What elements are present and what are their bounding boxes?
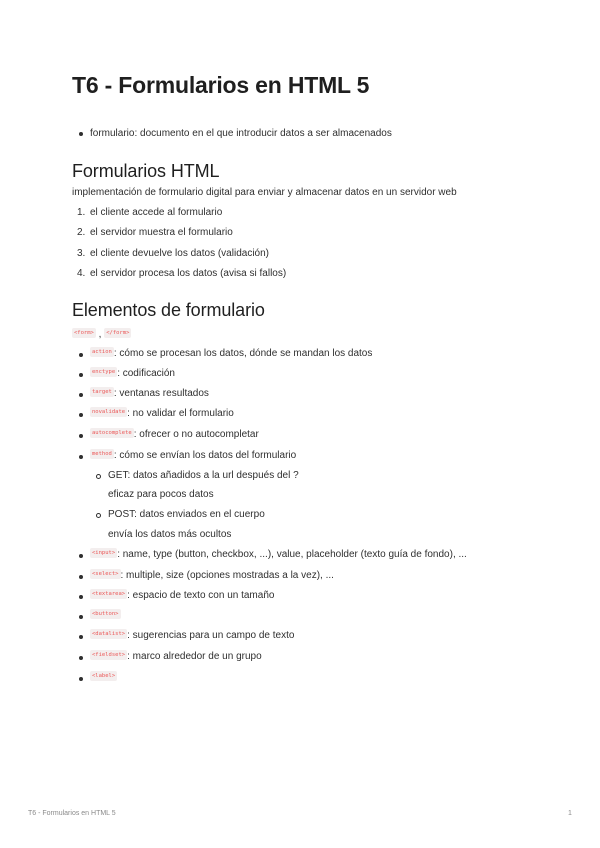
bullet-dot — [79, 575, 83, 579]
code-tag: <button> — [92, 611, 119, 618]
sub-bullet-circle — [96, 513, 101, 518]
step-text: el cliente accede al formulario — [90, 207, 223, 218]
step-number: 1. — [77, 207, 86, 218]
step-number: 4. — [77, 268, 86, 279]
code-tag: <textarea> — [92, 591, 126, 598]
code-tag: <fieldset> — [92, 652, 126, 659]
bullet-dot — [79, 413, 83, 417]
attr-description: : no validar el formulario — [127, 408, 234, 419]
section-heading-elementos: Elementos de formulario — [72, 300, 265, 320]
method-get-note: eficaz para pocos datos — [108, 489, 214, 500]
attr-item-target — [90, 387, 209, 401]
sub-bullet-circle — [96, 474, 101, 479]
step-text: el servidor muestra el formulario — [90, 227, 233, 238]
method-post-text: POST: datos enviados en el cuerpo — [108, 509, 265, 520]
element-description: : espacio de texto con un tamaño — [127, 590, 275, 601]
attr-item-enctype — [90, 367, 175, 381]
code-tag: <select> — [92, 571, 119, 578]
attr-description: : codificación — [117, 368, 175, 379]
element-item-label — [90, 671, 117, 685]
element-description: : multiple, size (opciones mostradas a la vez), ... — [120, 570, 334, 581]
element-item-select — [90, 569, 334, 583]
code-tag: action — [92, 349, 112, 356]
code-tag: enctype — [92, 369, 116, 376]
attr-description: : ofrecer o no autocompletar — [133, 429, 259, 440]
section-heading-formularios-html: Formularios HTML — [72, 161, 220, 181]
element-item-fieldset — [90, 650, 262, 664]
attr-description: : ventanas resultados — [113, 388, 209, 399]
bullet-dot — [79, 615, 83, 619]
attr-item-novalidate — [90, 407, 234, 421]
code-tag: <datalist> — [92, 631, 126, 638]
bullet-dot — [79, 373, 83, 377]
element-item-datalist — [90, 629, 294, 643]
bullet-dot — [79, 554, 83, 558]
bullet-dot — [79, 595, 83, 599]
bullet-dot — [79, 393, 83, 397]
code-tag: target — [92, 389, 112, 396]
footer-page-number: 1 — [568, 810, 572, 817]
code-form-close: </form> — [106, 330, 130, 337]
code-form-open: <form> — [74, 330, 94, 337]
footer-title: T6 - Formularios en HTML 5 — [28, 810, 116, 817]
bullet-dot — [79, 455, 83, 459]
form-tags-separator: , — [98, 329, 102, 340]
element-item-input — [90, 548, 467, 562]
form-tags-line — [72, 328, 131, 342]
element-item-button — [90, 609, 121, 623]
step-text: el servidor procesa los datos (avisa si fallos) — [90, 268, 287, 279]
bullet-dot — [79, 434, 83, 438]
code-tag: <label> — [92, 673, 116, 680]
method-get-text: GET: datos añadidos a la url después del ? — [108, 470, 299, 481]
element-item-textarea — [90, 589, 274, 603]
section-description: implementación de formulario digital para enviar y almacenar datos en un servidor web — [72, 187, 457, 198]
attr-item-autocomplete — [90, 428, 259, 442]
code-tag: method — [92, 451, 112, 458]
page-title: T6 - Formularios en HTML 5 — [72, 72, 370, 98]
bullet-dot — [79, 353, 83, 357]
attr-description: : cómo se procesan los datos, dónde se mandan los datos — [113, 348, 373, 359]
bullet-dot — [79, 635, 83, 639]
code-tag: novalidate — [92, 409, 126, 416]
code-tag: autocomplete — [92, 430, 132, 437]
element-description: : sugerencias para un campo de texto — [127, 630, 295, 641]
code-tag: <input> — [92, 550, 116, 557]
attr-item-method — [90, 449, 296, 463]
bullet-dot — [79, 677, 83, 681]
step-number: 3. — [77, 248, 86, 259]
bullet-dot — [79, 656, 83, 660]
element-description: : name, type (button, checkbox, ...), value, placeholder (texto guía de fondo), ... — [117, 549, 467, 560]
element-description: : marco alrededor de un grupo — [127, 651, 262, 662]
step-text: el cliente devuelve los datos (validación) — [90, 248, 269, 259]
intro-bullet-text: formulario: documento en el que introducir datos a ser almacenados — [90, 128, 392, 139]
attr-item-action — [90, 347, 372, 361]
method-post-note: envía los datos más ocultos — [108, 529, 232, 540]
bullet-dot — [79, 132, 83, 136]
step-number: 2. — [77, 227, 86, 238]
attr-description: : cómo se envían los datos del formulario — [113, 450, 297, 461]
